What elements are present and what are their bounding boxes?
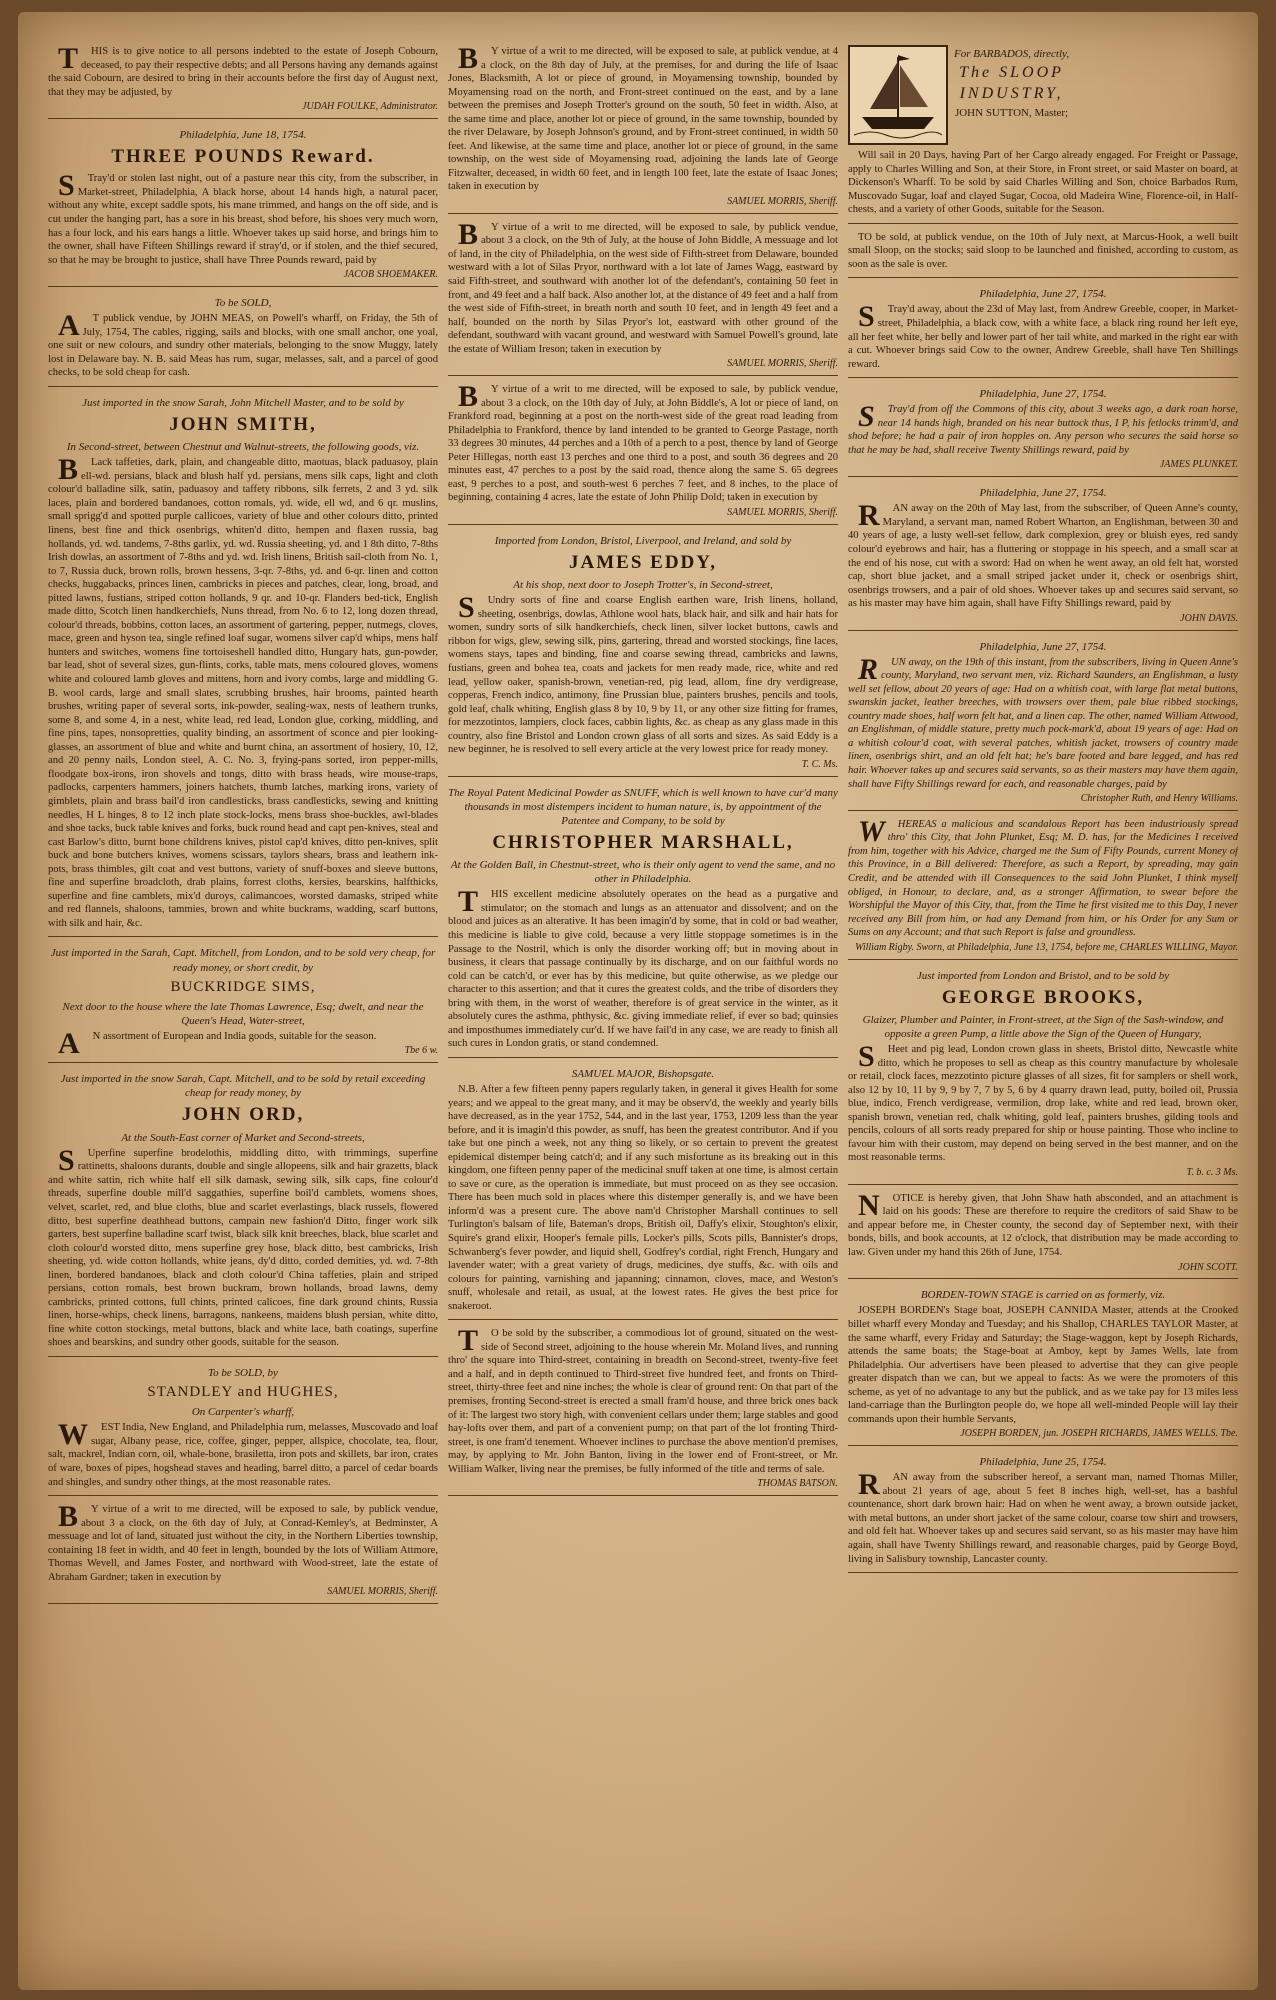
advertisement xyxy=(848,282,1238,378)
drop-cap: T xyxy=(58,42,79,75)
ad-text: Y virtue of a writ to me directed, will be exposed to sale, at publick vendue, at 4 a clock, on the 8th day of July, at the premises, for and during the life of Isaac Jones, Blacksmith, A lot or piece of ground, in Moyamensing township, bounded by Moyamensing road on the north, and Front-street continued on the east, and by a lane between the premises and Joseph Trotter's ground on the south, 50 feet in width. Also, at the same time and place, another lot or piece of ground, in the same township, bounded by the river Delaware, by Joseph Johnson's ground, and by Front-street continued, in width 50 feet. And likewise, at the same time and place, another lot or piece of ground, in the same township, on the west side of Moyamensing road, adjoining the lands late of George Fitzwalter, deceased, in width 60 feet, and in length 100 feet, late the estate of Isaac Jones; taken in execution by xyxy=(448,46,838,193)
ad-signature: JOSEPH BORDEN, jun. JOSEPH RICHARDS, JAMES WELLS. Tbe. xyxy=(960,1428,1238,1440)
ad-text: Lack taffeties, dark, plain, and changeable ditto, maotuas, black paduasoy, plain ell-wd. persians, black and blush half yd. persians, mens silk caps, light and cloth colour'd balladine silk, satin, paduasoy and taffety ribbons, silk ferrets, 2 and 3 yd. silk laces, plain and bordered bandanoes, cotton romals, yd. wide, ell wd, and 6 qr. muslins, small sprigg'd and spotted purple callicoes, variety of blue and other colours ditto, printed linens, best fine and thick osenbrigs, whiten'd ditto, hempen and flaxen russia, bag hollands, yd. wd. tandems, 7-8ths garlix, yd. wd. Russia sheeting, yd. and 1 8th ditto, 7-8ths Irish dowlas, an assortment of 7-8ths and yd. wd. Irish linens, British sail-cloth from No. 1, to 7, Russia duck, brown rolls, brown hessens, 3-qr. 7-8ths, yd. and 6-qr. linen and cotton checks, huggabacks, princes linen, cambricks in pieces and patches, clear, long, broad, and pitted lawns, fustians, striped cotton hollands, 9 qr. and 10-qr. Flanders bed-tick, English made ditto, Scotch linen handkerchiefs, Nuns thread, from No. 6 to 12, long dozen thread, colour'd threads, bobbins, cotton laces, an assortment of gartering, pepper, nutmegs, cloves, mace, green and hyson tea, single refined loaf sugar, womens silver cap'd whips, mens half hunters and switches, womens fine tortoiseshell handled ditto, Hungary hats, gun-powder, bar lead, shot of several sizes, gun-flints, corks, table mats, mens coloured gloves, womens white and coloured lamb gloves and mittens, horn and ivory combs, large and middling G. B. wool cards, large and small slates, scrubbing brushes, hair brooms, painted hearth brushes, writing paper of several sorts, ink-powder, sealing-wax, nests of leathern trunks, some 8, and some 4, in a nest, white lead, red lead, London glue, corking, middling, and fine pins, tapes, nonsopretties, quality binding, an assortment of sconce and pier looking-glasses, an assortment of blue and white and burnt china, an assortment of hosiery, 10, 12, and 20 penny nails, London steel, A. C. No. 3, frying-pans sorted, iron pepper-mills, floodgate box-irons, iron shovels and tongs, ditto with brass heads, wire mouse-traps, padlocks, carpenters hammers, joiners hatchets, thumb latches, marking irons, variety of gimblets, plain and brass bail'd iron candlesticks, brass candlesticks, sewing and knitting needles, H L hinges, 8 to 12 inch plate stock-locks, mens brass shoe-buckles, awl-blades and shoe tacks, buck table knives and forks, buck round head and capt pen-knives, steal and cast Barlow's ditto, burnt bone childrens knives, pistol cap'd knives, ditto pen-knives, split buck and bone butchers knives, womens scissars, taylors shears, brass and leathern ink-pots, brass thimbles, gilt coat and vest buttons, variety of snuff-boxes and sleeve buttons, fine and superfine broadcloth, drab plains, forrest cloths, kersies, bearskins, halfthicks, superfine and fine camblets, mix'd duroys, calimancoes, worsted damasks, striped white and red flannels, shaloons, tammies, brown and white buckrams, wadding, scarf buttons, with silk and hair, &c. xyxy=(48,457,438,929)
ad-body xyxy=(48,42,438,99)
ad-merchant-name: JOHN ORD, xyxy=(181,1104,305,1126)
drop-cap: B xyxy=(58,1500,79,1534)
ad-body xyxy=(848,1468,1238,1566)
ad-text: AN away from the subscriber hereof, a servant man, named Thomas Miller, about 21 years of age, about 5 feet 8 inches high, well-set, has a bashful countenance, short dark brown hair: Had on when he went away, a brown outside jacket, with metal buttons, an under short jacket of the same colour, coarse tow shirt and trowsers, and old felt hat. Whoever takes up and secures said servant, so as his master may have him again, shall have Twenty Shillings reward, and reasonable charges, paid by George Boyd, living in Salisbury township, Lancaster county. xyxy=(848,1472,1238,1565)
ad-merchant-name: JOHN SMITH, xyxy=(169,413,317,435)
advertisement xyxy=(448,529,838,777)
barbados-advertisement xyxy=(848,42,1238,224)
ad-text: Y virtue of a writ to me directed, will be exposed to sale, by publick vendue, about 3 a clock, on the 9th of July, at the house of John Biddle, A messuage and lot of land, in the city of Philadelphia, on the west side of Fifth-street from Delaware, bounded westward with a lot of Silas Pryor, northward with a lot late of James Wagg, eastward by said Fifth-street, and southward with another lot of the defendant's, containing 50 feet in front, and 49 feet and a half back. Also another lot, at the distance of 49 feet and a half from the west side of Fifth-street, in breath north and south 10 feet, and in length 49 feet and a half, bounded on the north by Silas Pryor's lot, eastward with other ground of the defendant, southward with vacant ground, and westward with Samuel Powell's ground, late the estate of William Ireson; taken in execution by xyxy=(448,221,838,355)
advertisement xyxy=(848,1189,1238,1280)
advertisement xyxy=(848,382,1238,477)
ad-subheading: In Second-street, between Chestnut and Walnut-streets, the following goods, viz. xyxy=(66,441,420,454)
advertisement xyxy=(448,380,838,525)
ad-text: Tray'd or stolen last night, out of a pasture near this city, from the subscriber, in Market-street, Philadelphia, A black horse, about 14 hands high, a natural pacer, without any white, except saddle spots, his mane trimmed, and hangs on the off side, and is cut under the hanging part, has a sore in his breast, shod before, his shoes very much worn, has a four lock, and his ears hangs a little. Whoever takes up said horse, and brings him to the owner, shall have Fifteen Shillings reward if stray'd, or if stolen, and the thief secured, so that he may be brought to justice, shall have Three Pounds reward, paid by xyxy=(48,173,438,266)
drop-cap: A xyxy=(58,309,80,343)
ad-text: OTICE is hereby given, that John Shaw hath absconded, and an attachment is laid on his goods: These are therefore to require the creditors of said Shaw to be and appear before me, in Chester county, the second day of September next, with their bonds, bills, and book accounts, at 12 o'clock, that distribution may be made according to law. Given under my hand this 26th of June, 1754. xyxy=(848,1192,1238,1259)
ad-merchant-name: CHRISTOPHER MARSHALL, xyxy=(492,831,794,853)
ad-subheading: At the South-East corner of Market and Second-streets, xyxy=(121,1131,365,1144)
advertisement xyxy=(448,1324,838,1496)
drop-cap: B xyxy=(458,217,479,251)
advertisement xyxy=(848,1283,1238,1446)
drop-cap: R xyxy=(858,1468,880,1502)
drop-cap: S xyxy=(858,400,875,434)
ad-heading: Philadelphia, June 27, 1754. xyxy=(979,640,1107,653)
ad-text: Tray'd from off the Commons of this city, about 3 weeks ago, a dark roan horse, near 14 hands high, branded on his near buttock thus, I P, his fetlocks trimm'd, and shod before; he had a pair of iron hopples on. Any person who secures the said horse so that he may be had, shall receive Twenty Shillings reward, paid by xyxy=(848,404,1238,456)
advertisement xyxy=(848,481,1238,630)
ad-body xyxy=(448,42,838,194)
advertisement xyxy=(48,1067,438,1357)
ad-body xyxy=(48,309,438,380)
ad-signature: JACOB SHOEMAKER. xyxy=(343,269,438,281)
sloop-label: The SLOOP xyxy=(959,64,1064,82)
advertisement xyxy=(448,218,838,376)
ad-text: AN away on the 20th of May last, from the subscriber, of Queen Anne's county, Maryland, a servant man, named Robert Wharton, an Englishman, between 30 and 40 years of age, a lusty well-set fellow, dark complexion, grey or bluish eyes, red sandy colour'd eyebrows and hair, has a fluttering or stoppage in his speech, and a small scar at the end of his nose, cut with a sword: Had on when he went away, an old felt hat, worsted cap, short blue jacket, and a small striped jacket under it, check or osenbrigs shirt, osenbrigs trowsers, and a pair of old shoes. Whoever takes up and secures said servant, so as his master may have him again, shall have Fifty Shillings reward, paid by xyxy=(848,503,1238,610)
ad-body xyxy=(48,1500,438,1584)
ad-body xyxy=(448,380,838,505)
ad-signature: JOHN DAVIS. xyxy=(1180,612,1238,624)
ad-body xyxy=(448,1083,838,1313)
ad-heading: To be SOLD, by xyxy=(208,1367,278,1380)
ad-heading: SAMUEL MAJOR, Bishopsgate. xyxy=(571,1067,715,1080)
ad-body xyxy=(848,499,1238,610)
ad-heading: Philadelphia, June 25, 1754. xyxy=(979,1456,1107,1469)
ad-subheading: At his shop, next door to Joseph Trotter's, in Second-street, xyxy=(513,579,773,592)
ad-text: Tray'd away, about the 23d of May last, from Andrew Greeble, cooper, in Market-street, Philadelphia, a black cow, with a white face, a black ring round her left eye, all her feet white, her belly and lower part of her tail white, and marked in the right ear with a cut. Whoever brings said Cow to the owner, Andrew Greeble, shall have Ten Shillings reward. xyxy=(848,304,1238,370)
ad-body xyxy=(48,1418,438,1489)
drop-cap: T xyxy=(458,885,479,919)
drop-cap: S xyxy=(858,300,875,334)
ad-heading: Philadelphia, June 27, 1754. xyxy=(979,388,1107,401)
column-right xyxy=(848,42,1238,1977)
ad-body xyxy=(48,169,438,267)
sloop-sale-notice: TO be sold, at publick vendue, on the 10th of July next, at Marcus-Hook, a well built small Sloop, on the stocks; said sloop to be launched and finished, according to custom, as soon as the sale is over. xyxy=(848,228,1238,279)
ad-heading: Philadelphia, June 27, 1754. xyxy=(979,288,1107,301)
ad-text: Y virtue of a writ to me directed, will be exposed to sale, by publick vendue, about 3 a clock, on the 6th day of July, at Conrad-Kemley's, at Bedminster, A messuage and lot of land, situated just without the city, in the Northern Liberties township, containing 18 feet in width, and 40 feet in length, bounded by the lots of William Attmore, Thomas Wevell, and James Foster, and northward with Wood-street, late the estate of Abraham Gardner; taken in execution by xyxy=(48,1504,438,1583)
ad-body xyxy=(848,1040,1238,1165)
ad-text: Uperfine superfine brodelothis, middling ditto, with trimmings, superfine rattinetts, shaloons durants, double and single allopeens, silk and hair grazetts, black and white sattin, rich white half ell silk damask, sewing silk, silk caps, fine colour'd threads, superfine double mill'd saggathies, superfine boil'd camblets, womens shoes, velvet, scarlet, red, and blue cloths, blue and scarlet everlastings, black russels, flowered ditto, best superfine deathhead buttons, campain new fashion'd Ditto, finger work silk garters, best superfine balladine scarf twist, black silk knit breeches, black, blue scarlet and cloth colour'd worsted ditto, mens superfine grey hose, black ditto, best cambricks, Irish sheeting, yd. wide cotton hollands, white jeans, dy'd ditto, corded demities, yd. wd. 7-8th linen, bordered bandanoes, black and cloth colour'd China taffeties, plain and striped persians, cotton romals, best brown buckram, brown hollands, broad lawns, demy cambricks, printed cottons, full chints, printed calicoes, fine dark ground chints, Russia linen, horse-whips, check linens, barragons, nankeens, maidens blush persian, white ditto, fine white cotton stockings, metal buttons, black and white lace, bath coatings, superfine shoes and bearskins, and sundry other goods, suitable for the season. xyxy=(48,1147,438,1349)
ad-text: Heet and pig lead, London crown glass in sheets, Bristol ditto, Newcastle white ditto, which he proposes to sell as cheap as this country manufacture by wholesale or retail, clock faces, mezzotinto picture glasses of all sizes, fit for samplers or shell work, also 12 by 10, 11 by 9, 9 by 7, 7 by 5, 6 by 4 quarry drawn lead, putty, boiled oil, Prussia blue, indico, French verdigrease, vermilion, drop lake, white and red lead, brown oker, spanish brown, venetian red, chalk whiting, gold leaf, painters brushes, gilding tools and pencils, colours of all sorts ready prepared for ship or house painting. Those who incline to favour him with their custom, may depend on being served in the best manner, and on the most reasonable terms. xyxy=(848,1044,1238,1164)
advertisement xyxy=(448,781,838,1058)
ad-body xyxy=(448,217,838,356)
ad-signature: William Rigby. Sworn, at Philadelphia, June 13, 1754, before me, CHARLES WILLING, Mayor. xyxy=(855,941,1238,953)
drop-cap: W xyxy=(858,814,885,848)
ad-signature: SAMUEL MORRIS, Sheriff. xyxy=(727,507,838,518)
ad-text: N assortment of European and India goods, suitable for the season. xyxy=(92,1030,377,1042)
ad-text: EST India, New England, and Philadelphia rum, melasses, Muscovado and loaf sugar, Albany pease, rice, coffee, ginger, pepper, allspice, chocolate, tea, flour, salt, mackrel, Indian corn, oil, whale-bone, brasiletta, iron pots and skillets, bar iron, crates of ware, boxes of pipes, hogshead staves and heading, barrel ditto, a parcel of cedar boards and shingles, and sundry other things, at the most reasonable rates. xyxy=(48,1422,438,1488)
ad-signature: Tbe 6 w. xyxy=(404,1045,438,1057)
ad-merchant-name: JAMES EDDY, xyxy=(569,551,717,573)
ad-signature: Christopher Ruth, and Henry Williams. xyxy=(1080,793,1238,805)
advertisement xyxy=(848,635,1238,811)
ad-body xyxy=(848,400,1238,457)
ad-body xyxy=(48,1143,438,1350)
ad-heading: Just imported from London and Bristol, and to be sold by xyxy=(916,969,1170,982)
ad-signature: T. b. c. 3 Ms. xyxy=(1186,1167,1238,1179)
drop-cap: S xyxy=(458,591,475,625)
ad-text: T publick vendue, by JOHN MEAS, on Powell's wharff, on Friday, the 5th of July, 1754, The cables, rigging, sails and blocks, with one small anchor, one yoal, one suit or new colours, and sundry other materials, belonging to the snow Muggy, lately lost in Delaware bay. N. B. said Meas has rum, sugar, melasses, salt, and a parcel of good checks, to be sold cheap for cash. xyxy=(48,313,438,379)
ad-heading: Philadelphia, June 27, 1754. xyxy=(979,487,1107,500)
barbados-body: Will sail in 20 Days, having Part of her Cargo already engaged. For Freight or Passage, apply to Charles Willing and Son, at their Store, in Front street, or said Master on board, at Dickenson's Wharff. To be sold by said Charles Willing and Son, choice Barbados Rum, Muscovado Sugar, loaf and clayed Sugar, Cocoa, old Madeira Wine, Florence-oil, in Half-chests, and a variety of other Goods, suitable for the Season. xyxy=(848,150,1238,216)
drop-cap: S xyxy=(858,1040,875,1074)
ad-text: JOSEPH BORDEN's Stage boat, JOSEPH CANNIDA Master, attends at the Crooked billet wharff every Monday and Tuesday; and his Shallop, CHARLES TAYLOR Master, at the same wharff, every Friday and Saturday; the Stage-waggon, kept by Joseph Richards, attends the same boats; the Stage-boat at Amboy, kept by James Wells, late from Philadelphia. Our advertisers have been pleased to advertise that they can give people greater dispatch than we can, but we appeal to facts: As we were the promoters of this scheme, as yet of no advantage to any but the publick, and as we take pay for 13 miles less land-carriage than the Burlington people do, we hope all well-minded People will lay their commands upon their humble Servants, xyxy=(848,1305,1238,1425)
ad-merchant-name: BUCKRIDGE SIMS, xyxy=(170,978,316,995)
ad-subheading: Glaizer, Plumber and Painter, in Front-street, at the Sign of the Sash-window, and opposite a green Pump, a little above the Sign of the Queen of Hungary, xyxy=(862,1013,1224,1041)
ad-body xyxy=(848,300,1238,371)
advertisement xyxy=(448,1062,838,1320)
ad-body xyxy=(448,591,838,757)
drop-cap: S xyxy=(58,169,75,203)
ad-merchant-name: THREE POUNDS Reward. xyxy=(111,146,375,168)
ad-subheading: Next door to the house where the late Thomas Lawrence, Esq; dwelt, and near the Queen's Head, Water-street, xyxy=(62,1000,424,1027)
advertisement xyxy=(48,1500,438,1604)
advertisement xyxy=(48,391,438,938)
ad-signature: JOHN SCOTT. xyxy=(1178,1261,1238,1273)
ad-body xyxy=(848,652,1238,791)
ad-subheading: At the Golden Ball, in Chestnut-street, who is their only agent to vend the same, and no other in Philadelphia. xyxy=(450,859,836,886)
column-left xyxy=(48,42,438,1977)
ad-heading: To be SOLD, xyxy=(214,297,272,309)
advertisement xyxy=(848,964,1238,1185)
drop-cap: R xyxy=(858,652,879,686)
ad-text: O be sold by the subscriber, a commodious lot of ground, situated on the west-side of Second street, adjoining to the house wherein Mr. Moland lives, and running thro' the square into Third-street, containing in breadth on Second-street, twenty-five feet and a half, and in depth continued to Third-street five hundred feet, and fronts on Third-street, thirty-three feet and nine inches; the whole is clear of ground rent: On that part of the premises, fronting Second-street is erected a small fram'd house, and three brick ones back of it: The largest two story high, with convenient cellars under them; large stables and good hay-lofts over them, and part of a convenient pump; on that part of the lot fronting Third-street, is one fram'd tenement. Whoever inclines to purchase the above mention'd premises, may, by applying to Mr. John Banton, living in the lower end of Front-street, or Mr. William Walker, living near the premises, be fully informed of the title and terms of sale. xyxy=(448,1328,838,1475)
ad-body xyxy=(448,1324,838,1476)
ad-signature: T. C. Ms. xyxy=(801,758,838,770)
ad-body xyxy=(48,453,438,930)
drop-cap: W xyxy=(58,1418,88,1452)
newspaper-page xyxy=(18,12,1258,1990)
ad-text: HEREAS a malicious and scandalous Report has been industriously spread thro' this City, that John Plunket, Esq; M. D. has, for the Medicines I received from him, together with his Advice, charged me the Sum of Fifty Pounds, current Money of this Province, in a Bill delivered: Therefore, as such a Report, by spreading, may gain Credit, and be attended with ill Consequences to the said John Plunket, I think myself obliged, in Honour, to declare, and, as a stronger Affirmation, to swear before the Worshipful the Mayor of this City, that, from the Time he first visited me to this Day, I never received any Bill from him, or had any Demand from him, or his Order for any Sum or Sums on any Account; and that such Report is false and groundless. xyxy=(848,818,1238,939)
advertisement xyxy=(48,291,438,387)
drop-cap: S xyxy=(58,1143,75,1177)
drop-cap: A xyxy=(58,1026,80,1060)
ship-woodcut-icon xyxy=(848,45,948,145)
advertisement xyxy=(48,42,438,119)
ad-body xyxy=(448,885,838,1051)
ad-text: UN away, on the 19th of this instant, from the subscribers, living in Queen Anne's county, Maryland, two servant men, viz. Richard Saunders, an Englishman, a lusty well set fellow, about 20 years of age: Had on a whitish coat, with large flat metal buttons, swanskin jacket, leather breeches, with trowsers over them, pale blue ribbed stockings, country made shoes, half worn felt hat, and a linen cap. The other, named William Attwood, an Englishman, of middle stature, pretty much pock-mark'd, about 19 years of age: Had on a whitish colour'd coat, with several patches, whitish jacket, trowsers of country made linen, osenbrigs shirt, and an old felt hat; he's bare footed and bare legged, and has red hair. Whoever takes up and secures said servants, so as their masters may have them again, shall have Fifty Shillings reward for each, and reasonable charges, paid by xyxy=(848,656,1238,790)
sloop-master: JOHN SUTTON, Master; xyxy=(954,107,1069,120)
ad-heading: BORDEN-TOWN STAGE is carried on as formerly, viz. xyxy=(920,1289,1166,1302)
ad-signature: THOMAS BATSON. xyxy=(757,1478,838,1490)
advertisement xyxy=(48,1361,438,1496)
ad-signature: SAMUEL MORRIS, Sheriff. xyxy=(727,358,838,370)
ad-heading: Just imported in the Sarah, Capt. Mitchell, from London, and to be sold very cheap, for ready money, or short credit, by xyxy=(50,947,436,974)
ad-heading: Just imported in the snow Sarah, Capt. Mitchell, and to be sold by retail exceeding cheap for ready money, by xyxy=(60,1073,426,1100)
drop-cap: R xyxy=(858,499,880,533)
ad-heading: Just imported in the snow Sarah, John Mitchell Master, and to be sold by xyxy=(82,396,404,409)
advertisement xyxy=(48,941,438,1063)
advertisement xyxy=(448,42,838,214)
ad-signature: JUDAH FOULKE, Administrator. xyxy=(302,101,438,113)
ad-signature: JAMES PLUNKET. xyxy=(1159,459,1238,471)
ad-heading: Imported from London, Bristol, Liverpool, and Ireland, and sold by xyxy=(494,534,792,547)
ad-body xyxy=(848,814,1238,940)
drop-cap: T xyxy=(458,1324,479,1358)
drop-cap: B xyxy=(458,380,479,414)
ad-text: HIS excellent medicine absolutely operates on the head as a purgative and stimulator; on the stomach and lungs as an attenuator and dissolvent; and on the blood and juices as an alterative. It has been imagin'd by some, that in cold or bad weather, this medicine is liable to give cold, because a very little stoppage sometimes is in the Passage to the Nostril, which is only the disorder working off; but in moving about in business, it clears that passage continually by its discharge, and on our faithful words no cold can be catch'd, or ever has by this medicine, but quite otherwise, as we pledge our character to this assertion; and that it cures the greatest colds, and the tribe of disorders they bring with them, in the worst of weather, therefore is of great service in the winter, as it absolutely cures the asthma, phthysic, &c. giving immediate relief, if ever so bad; quinsies and imposthumes immediately cur'd. If we have fail'd in any case, we are ready to finish all such cures in London gratis, or stand condemned. xyxy=(448,889,838,1050)
drop-cap: B xyxy=(58,453,79,487)
ad-merchant-name: GEORGE BROOKS, xyxy=(941,986,1145,1008)
ad-body xyxy=(848,1188,1238,1260)
ad-subheading: On Carpenter's wharff, xyxy=(191,1406,295,1419)
ad-heading: Philadelphia, June 18, 1754. xyxy=(179,128,307,141)
advertisement xyxy=(848,815,1238,960)
ad-heading: The Royal Patent Medicinal Powder as SNUFF, which is well known to have cur'd many thousands in most distempers incident to human nature, is, by appointment of the Patentee and Company, to be sold by xyxy=(448,786,838,827)
ad-text: N.B. After a few fifteen penny papers regularly taken, in general it gives Health for some years; and we appeal to the great many, and it may be observ'd, the weekly and yearly bills have decreased, as in the year 1752, 544, and in the last year, 1753, 1209 less than the year before, and it is imagin'd this powder, as snuff, has been the greatest contributor. And if you take but one pinch a week, not any thing so likely, or so certain to prevent the greatest epidemical distemper being catch'd; and if any such misfortune as its breaking out in this kingdom, one fifteen penny paper of the medicinal snuff taken at one time, is almost certain to save or cure, as the operation is immediate, but must proceed on as they see occasion. There has been much sold in places where this distemper generally is, and we have been inform'd was a present cure. The above nam'd Christopher Marshall continues to sell Turlington's balsam of life, Bateman's drops, British oil, Daffy's elixir, Stoughton's elixir, Squire's grand elixir, Hooper's female pills, Locker's pills, Scots pills, Bannister's drops, Schwanberg's fever powder, and liquid shell, Godfrey's cordial, right French, Hungary and lavender water; with a great variety of drugs, medicines, dye stuffs, &c. with oils and colours for painting, varnishing and japanning; cinnamon, cloves, mace, and Weston's snuff, wholesale and retail, as usual, at the lowest rates. He gives the best price for snakeroot. xyxy=(448,1083,838,1312)
ad-body xyxy=(848,1304,1238,1426)
drop-cap: B xyxy=(458,42,479,75)
advertisement xyxy=(848,1450,1238,1573)
sloop-name: INDUSTRY, xyxy=(959,84,1064,102)
ad-text: Undry sorts of fine and coarse English earthen ware, Irish linens, holland, sheeting, osenbrigs, dowlas, Athlone wool hats, black hair, and silk and hair hats for women, sundry sorts of silk handkerchiefs, check linen, silver locket buttons, cawls and ribbon for wigs, glew, sewing silk, pins, gartering, thread and worsted stockings, fine laces, womens stays, tapes and binding, fine and coarse sewing thread, cambricks and lawns, fustians, green and bohea tea, coats and jackets for men ready made, rice, white and red lead, yellow oaker, spanish-brown, venetian-red, pig lead, allom, fine dry verdigrease, copperas, French indico, antimony, fine Prussian blue, painters brushes, pencils and tools, gold leaf, chalk whiting, English glass 8 by 10, 9 by 11, or any other size fitting for frames, for mezzotintos, lampiers, clock faces, cabbin lights, &c. as cheap as any glass made in this country, also fine Bristol and London crown glass of all sorts and sizes. As said Eddy is a new beginner, he is resolved to sell every article at the very lowest price for ready money. xyxy=(448,595,838,756)
barbados-destination: For BARBADOS, directly, xyxy=(954,48,1070,60)
column-center xyxy=(448,42,838,1977)
ad-signature: SAMUEL MORRIS, Sheriff. xyxy=(327,1586,438,1598)
ad-text: HIS is to give notice to all persons indebted to the estate of Joseph Cobourn, deceased, to pay their respective debts; and all Persons having any demands against the said Cobourn, are desired to bring in their accounts before the first day of August next, that they may be adjusted, by xyxy=(48,46,438,98)
ad-text: Y virtue of a writ to me directed, will be exposed to sale, by publick vendue, about 3 a clock, on the 10th day of July, at John Biddle's, A lot or piece of land, on Frankford road, beginning at a post on the north-west side of the great road leading from Philadelphia to Frankford, thence by land intended to be granted to George Pastage, north 33 degrees 30 minutes, 44 perches and a 10th of a perch to a post, thence by land of George Peter Hillegas, north east 13 perches and one third to a post, and south 36 degrees and 20 minutes east, 47 perches to a post by the said road, thence along the same S. 65 degrees east, 9 perches to a post, and south-west 6 perches 7 feet, and 8 inches, to the place of beginning, containing 4 acres, late the estate of John Philip Dold; taken in execution by xyxy=(448,384,838,504)
drop-cap: N xyxy=(858,1188,880,1222)
ad-merchant-name: STANDLEY and HUGHES, xyxy=(147,1384,339,1401)
advertisement xyxy=(48,123,438,287)
ad-signature: SAMUEL MORRIS, Sheriff. xyxy=(727,196,838,208)
